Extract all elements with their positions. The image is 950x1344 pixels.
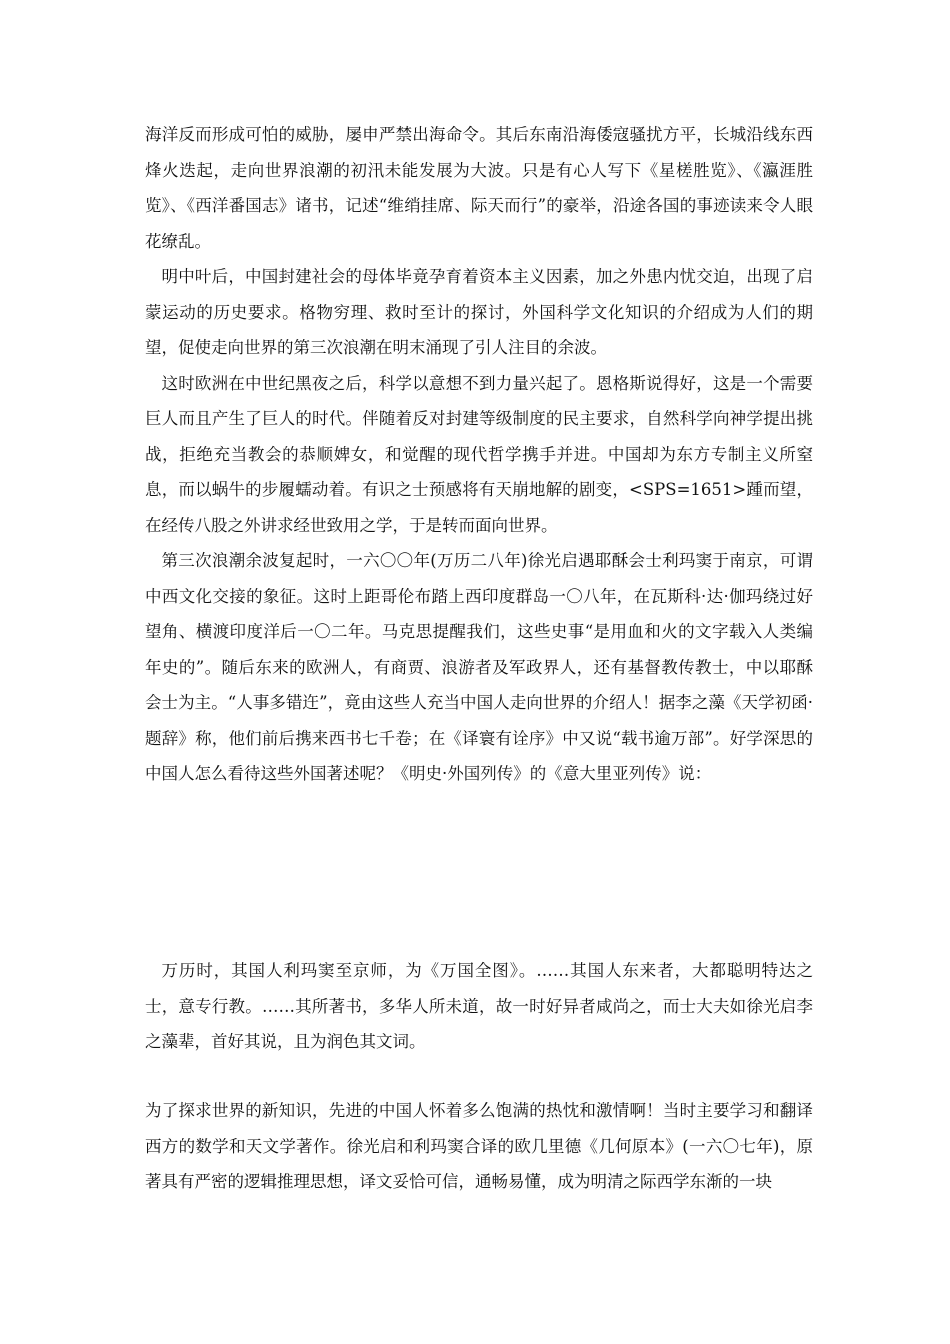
quote-text: 万历时，其国人利玛窦至京师，为《万国全图》。……其国人东来者，大都聪明特达之士，意专行教。……其所著书，多华人所未道，故一时好异者咸尚之，而士大夫如徐光启李之藻辈，首好其说，且为润色其文词。 [145,961,813,1051]
body-text [145,117,813,792]
block-quote [145,953,813,1060]
paragraph-after-quote: 为了探求世界的新知识，先进的中国人怀着多么饱满的热忱和激情啊！当时主要学习和翻译西方的数学和天文学著作。徐光启和利玛窦合译的欧几里德《几何原本》(一六〇七年)，原著具有严密的逻辑推理思想，译文妥恰可信，通畅易懂，成为明清之际西学东渐的一块 [145,1101,813,1191]
paragraph-3: 这时欧洲在中世纪黑夜之后，科学以意想不到力量兴起了。恩格斯说得好，这是一个需要巨人而且产生了巨人的时代。伴随着反对封建等级制度的民主要求，自然科学向神学提出挑战，拒绝充当教会的恭顺婢女，和觉醒的现代哲学携手并进。中国却为东方专制主义所窒息，而以蜗牛的步履蠕动着。有识之士预感将有天崩地解的剧变，<SPS=1651>踵而望，在经传八股之外讲求经世致用之学，于是转而面向世界。 [145,373,813,535]
continuation-text [145,1093,813,1200]
paragraph-2: 明中叶后，中国封建社会的母体毕竟孕育着资本主义因素，加之外患内忧交迫，出现了启蒙运动的历史要求。格物穷理、救时至计的探讨，外国科学文化知识的介绍成为人们的期望，促使走向世界的第三次浪潮在明末涌现了引人注目的余波。 [145,267,813,357]
paragraph-4: 第三次浪潮余波复起时，一六〇〇年(万历二八年)徐光启遇耶酥会士利玛窦于南京，可谓中西文化交接的象征。这时上距哥伦布踏上西印度群岛一〇八年，在瓦斯科·达·伽玛绕过好望角、横渡印度洋后一〇二年。马克思提醒我们，这些史事“是用血和火的文字载入人类编年史的”。随后东来的欧洲人，有商贾、浪游者及军政界人，还有基督教传教士，中以耶酥会士为主。“人事多错迕”，竟由这些人充当中国人走向世界的介绍人！据李之藻《天学初函·题辞》称，他们前后携来西书七千卷；在《译寰有诠序》中又说“载书逾万部”。好学深思的中国人怎么看待这些外国著述呢？《明史·外国列传》的《意大里亚列传》说： [145,551,813,783]
paragraph-1: 海洋反而形成可怕的威胁，屡申严禁出海命令。其后东南沿海倭寇骚扰方平，长城沿线东西烽火迭起，走向世界浪潮的初汛未能发展为大波。只是有心人写下《星槎胜览》、《瀛涯胜览》、《西洋番国志》诸书，记述“维绡挂席、际天而行”的豪举，沿途各国的事迹读来令人眼花缭乱。 [145,125,813,251]
